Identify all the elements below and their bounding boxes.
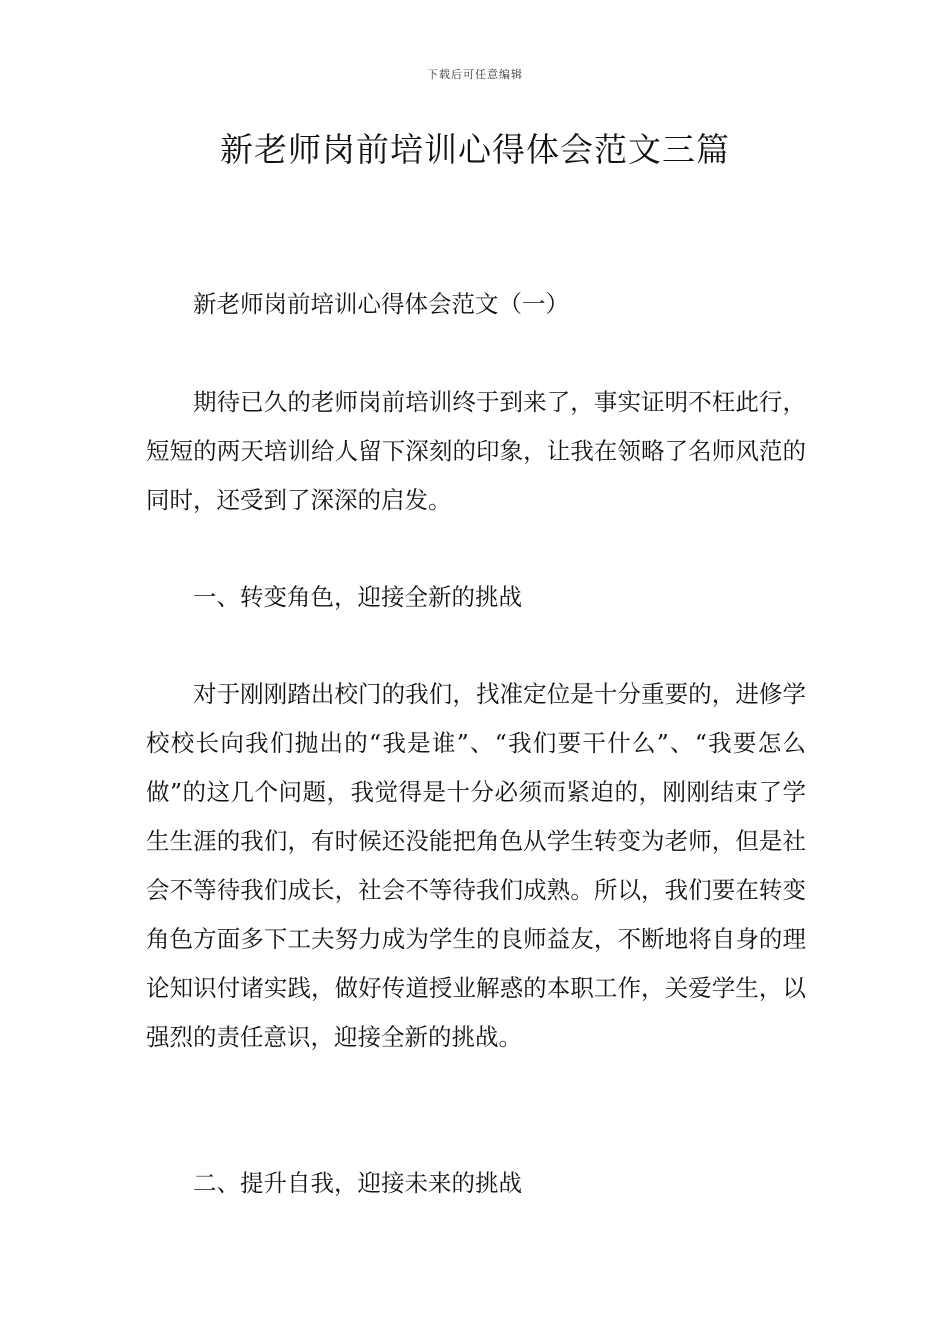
paragraph-role-change: 对于刚刚踏出校门的我们，找准定位是十分重要的，进修学校校长向我们抛出的“我是谁”、“我们要干什么”、“我要怎么做”的这几个问题，我觉得是十分必须而紧迫的，刚刚结束了学生生涯的我们，有时候还没能把角色从学生转变为老师，但是社会不等待我们成长，社会不等待我们成熟。所以，我们要在转变角色方面多下工夫努力成为学生的良师益友，不断地将自身的理论知识付诸实践，做好传道授业解惑的本职工作，关爱学生，以强烈的责任意识，迎接全新的挑战。: [146, 680, 806, 1051]
section-subtitle-block: [146, 280, 806, 329]
section-subtitle: 新老师岗前培训心得体会范文（一）: [193, 290, 569, 318]
section-heading-1: 一、转变角色，迎接全新的挑战: [193, 583, 522, 611]
paragraph-block-2: [146, 670, 806, 1062]
paragraph-intro: 期待已久的老师岗前培训终于到来了，事实证明不枉此行，短短的两天培训给人留下深刻的印象，让我在领略了名师风范的同时，还受到了深深的启发。: [146, 388, 806, 514]
heading-block-2: [146, 1159, 806, 1208]
paragraph-block-1: [146, 378, 806, 525]
header-note: 下载后可任意编辑: [427, 68, 523, 81]
section-heading-2: 二、提升自我，迎接未来的挑战: [193, 1169, 522, 1197]
document-title: 新老师岗前培训心得体会范文三篇: [220, 130, 730, 169]
heading-block-1: [146, 573, 806, 622]
